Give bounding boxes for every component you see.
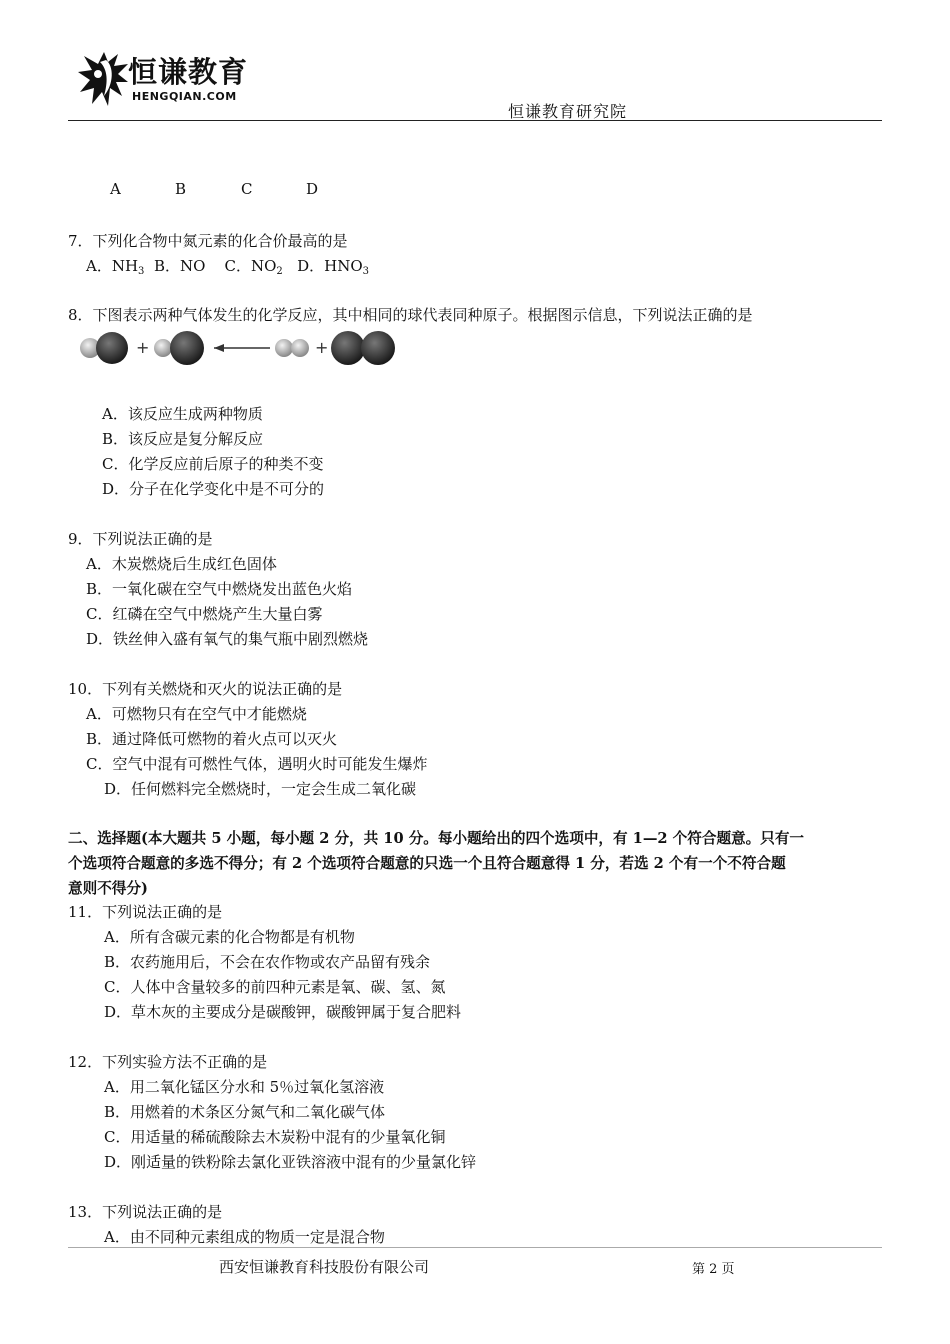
q10-option-c: C．空气中混有可燃性气体，遇明火时可能发生爆炸: [86, 755, 428, 773]
q9-option-d: D．铁丝伸入盛有氧气的集气瓶中剧烈燃烧: [86, 630, 369, 648]
q13-stem: 13．下列说法正确的是: [68, 1203, 223, 1221]
logo-splash-icon: [78, 48, 130, 110]
q7-option-a-sub: 3: [138, 266, 145, 277]
q12-stem: 12．下列实验方法不正确的是: [68, 1053, 268, 1071]
q12-option-d: D．刚适量的铁粉除去氯化亚铁溶液中混有的少量氯化锌: [104, 1153, 477, 1171]
q8-option-a: A．该反应生成两种物质: [102, 405, 263, 423]
logo: [78, 48, 288, 110]
q11-option-d: D．草木灰的主要成分是碳酸钾，碳酸钾属于复合肥料: [104, 1003, 462, 1021]
atom-light: [291, 339, 309, 357]
q9-stem: 9．下列说法正确的是: [68, 530, 213, 548]
footer-company: 西安恒谦教育科技股份有限公司: [219, 1258, 430, 1276]
atom-dark: [170, 331, 204, 365]
q7-option-d-sub: 3: [362, 266, 369, 277]
plus-sign: +: [315, 338, 329, 357]
q7-option-b: B．NO: [153, 257, 206, 275]
arrow-head: [214, 344, 224, 352]
top-option-a: A: [110, 180, 121, 198]
atom-dark: [96, 332, 128, 364]
q11-option-c: C．人体中含量较多的前四种元素是氧、碳、氢、氮: [104, 978, 446, 996]
q12-option-b: B．用燃着的术条区分氮气和二氧化碳气体: [104, 1103, 386, 1121]
q13-option-a: A．由不同种元素组成的物质一定是混合物: [104, 1228, 385, 1246]
footer-page-number: 第 2 页: [692, 1262, 735, 1277]
q10-stem: 10．下列有关燃烧和灭火的说法正确的是: [68, 680, 343, 698]
plus-sign: +: [136, 338, 150, 357]
q10-option-a: A．可燃物只有在空气中才能燃烧: [86, 705, 307, 723]
q11-option-a: A．所有含碳元素的化合物都是有机物: [104, 928, 355, 946]
footer-rule: [68, 1247, 882, 1248]
q7-option-c-sub: 2: [276, 266, 283, 277]
section2-line-3: 意则不得分): [68, 880, 148, 897]
top-option-b: B: [175, 180, 187, 198]
q8-option-c: C．化学反应前后原子的种类不变: [102, 455, 324, 473]
header-rule: [68, 120, 882, 121]
q7-option-c: C．NO: [224, 257, 277, 275]
q9-option-c: C．红磷在空气中燃烧产生大量白雾: [86, 605, 323, 623]
q12-option-c: C．用适量的稀硫酸除去木炭粉中混有的少量氧化铜: [104, 1128, 446, 1146]
logo-subtitle: HENGQIAN.COM: [132, 90, 237, 103]
q10-option-d: D．任何燃料完全燃烧时，一定会生成二氧化碳: [104, 780, 417, 798]
header-institute: 恒谦教育研究院: [508, 102, 628, 121]
atom-dark: [331, 331, 365, 365]
q9-option-b: B．一氧化碳在空气中燃烧发出蓝色火焰: [86, 580, 353, 598]
section2-line-1: 二、选择题(本大题共 5 小题，每小题 2 分，共 10 分。每小题给出的四个选项中，有 1—2 个符合题意。只有一: [68, 830, 805, 847]
reaction-diagram: [74, 328, 414, 372]
logo-text: 恒谦教育: [128, 55, 249, 89]
q12-option-a: A．用二氧化锰区分水和 5％过氧化氢溶液: [104, 1078, 385, 1096]
q8-option-b: B．该反应是复分解反应: [102, 430, 264, 448]
q9-option-a: A．木炭燃烧后生成红色固体: [86, 555, 277, 573]
top-option-d: D: [306, 180, 319, 198]
q8-stem: 8．下图表示两种气体发生的化学反应，其中相同的球代表同种原子。根据图示信息，下列说法正确的是: [68, 306, 753, 324]
atom-light: [275, 339, 293, 357]
q11-option-b: B．农药施用后，不会在农作物或农产品留有残余: [104, 953, 431, 971]
q7-stem: 7．下列化合物中氮元素的化合价最高的是: [68, 232, 348, 250]
q7-option-d: D．HNO: [297, 257, 363, 275]
atom-light: [154, 339, 172, 357]
q11-stem: 11．下列说法正确的是: [68, 903, 223, 921]
section2-line-2: 个选项符合题意的多选不得分；有 2 个选项符合题意的只选一个且符合题意得 1 分，若选 2 个有一个不符合题: [68, 855, 786, 872]
q7-option-a: A．NH: [86, 257, 139, 275]
q7-options: [86, 255, 369, 277]
top-option-c: C: [241, 180, 253, 198]
atom-dark: [361, 331, 395, 365]
q10-option-b: B．通过降低可燃物的着火点可以灭火: [86, 730, 338, 748]
q8-option-d: D．分子在化学变化中是不可分的: [102, 480, 325, 498]
